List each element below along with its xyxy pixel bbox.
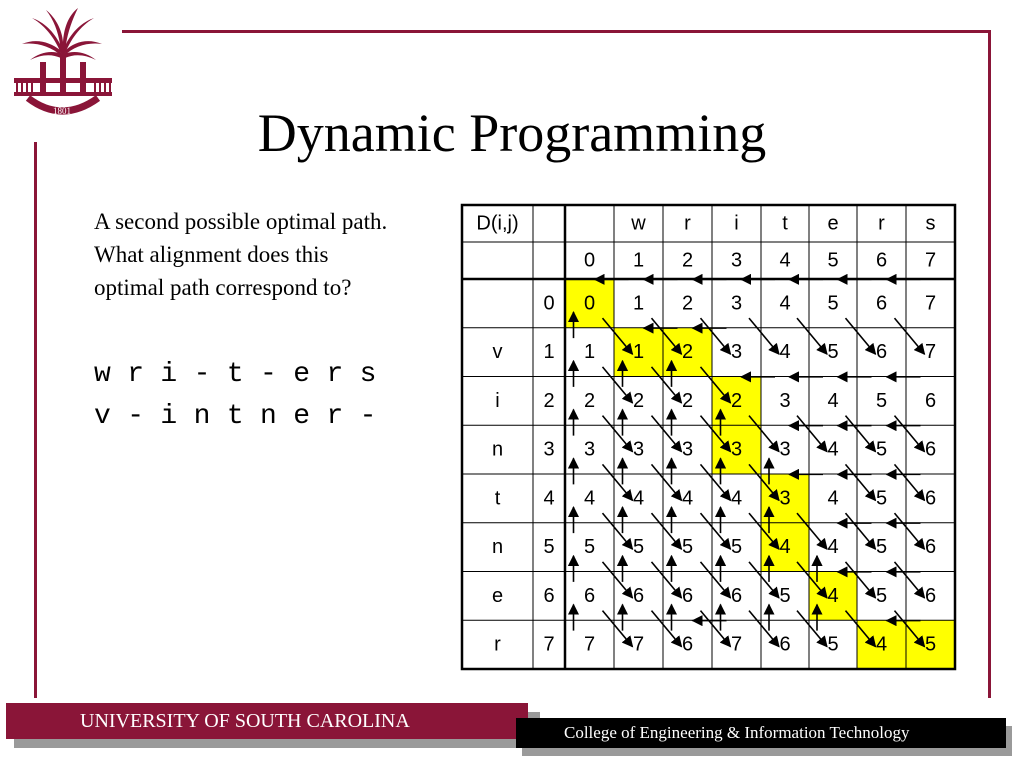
backtrace-arrow xyxy=(749,318,779,354)
backtrace-arrow xyxy=(895,513,925,549)
column-letter: r xyxy=(684,212,691,235)
footer-college-name: College of Engineering & Information Technology xyxy=(516,718,1006,748)
dp-cell-value: 5 xyxy=(924,633,937,656)
question-line-1: A second possible optimal path. xyxy=(94,209,388,234)
backtrace-arrow xyxy=(895,416,925,452)
column-index: 4 xyxy=(779,249,791,272)
column-index: 0 xyxy=(583,249,596,272)
row-letter: t xyxy=(494,487,501,510)
row-index: 0 xyxy=(543,292,555,315)
row-index: 1 xyxy=(543,341,555,364)
dp-cell-value: 3 xyxy=(730,292,743,315)
dp-cell-value: 3 xyxy=(730,341,743,364)
dp-cell-value: 1 xyxy=(583,341,596,364)
dp-cell-value: 5 xyxy=(875,584,888,607)
dp-cell-value: 2 xyxy=(681,341,694,364)
backtrace-arrow xyxy=(846,464,876,500)
backtrace-arrow xyxy=(846,416,876,452)
dp-cell-value: 6 xyxy=(681,584,694,607)
dp-cell-value: 3 xyxy=(730,438,743,461)
dp-cell-value: 5 xyxy=(827,292,839,315)
backtrace-arrow xyxy=(701,562,731,598)
dp-cell-value: 4 xyxy=(827,389,839,412)
row-index: 3 xyxy=(543,438,555,461)
dp-cell-value: 7 xyxy=(924,341,937,364)
dp-cell-value: 3 xyxy=(779,389,791,412)
column-index: 5 xyxy=(827,249,839,272)
dp-cell-value: 7 xyxy=(924,292,937,315)
dp-cell-value: 6 xyxy=(875,341,888,364)
column-index: 6 xyxy=(875,249,888,272)
dp-cell-value: 0 xyxy=(583,292,596,315)
dp-cell-value: 6 xyxy=(924,584,937,607)
dp-cell-value: 4 xyxy=(875,633,888,656)
slide-title: Dynamic Programming xyxy=(257,103,767,163)
alignment-bottom-row: v - i n t n e r - xyxy=(94,401,377,432)
row-letter: i xyxy=(495,389,500,412)
dp-cell-value: 2 xyxy=(681,389,694,412)
dp-cell-value: 6 xyxy=(681,633,694,656)
dp-cell-value: 7 xyxy=(583,633,596,656)
dp-cell-value: 5 xyxy=(875,536,888,559)
backtrace-arrow xyxy=(797,318,827,354)
dp-cell-value: 5 xyxy=(779,584,791,607)
row-index: 7 xyxy=(543,633,555,656)
backtrace-arrow xyxy=(603,416,633,452)
dp-cell-value: 5 xyxy=(875,438,888,461)
dp-cell-value: 5 xyxy=(681,536,694,559)
dp-cell-value: 6 xyxy=(924,389,937,412)
column-letter: w xyxy=(631,212,646,235)
dp-cell-value: 4 xyxy=(779,292,791,315)
dp-cell-value: 4 xyxy=(730,487,743,510)
dp-cell-value: 3 xyxy=(681,438,694,461)
dp-cell-value: 6 xyxy=(924,438,937,461)
footer-university-name: UNIVERSITY OF SOUTH CAROLINA xyxy=(6,703,528,739)
column-letter: t xyxy=(782,212,788,235)
dp-cell-value: 1 xyxy=(632,292,645,315)
row-index: 4 xyxy=(543,487,555,510)
logo-year: 1801 xyxy=(53,106,71,116)
dp-cell-value: 1 xyxy=(632,341,645,364)
backtrace-arrow xyxy=(603,611,633,647)
dp-cell-value: 4 xyxy=(779,536,791,559)
column-letter: r xyxy=(878,212,885,235)
backtrace-arrow xyxy=(846,513,876,549)
dp-cell-value: 4 xyxy=(583,487,596,510)
dp-cell-value: 6 xyxy=(875,292,888,315)
dp-cell-value: 4 xyxy=(827,487,839,510)
backtrace-arrow xyxy=(652,416,682,452)
dp-cell-value: 4 xyxy=(779,341,791,364)
dp-cell-value: 5 xyxy=(827,341,839,364)
dp-cell-value: 5 xyxy=(730,536,743,559)
column-index: 3 xyxy=(730,249,743,272)
dp-cell-value: 5 xyxy=(827,633,839,656)
row-index: 2 xyxy=(543,389,555,412)
dp-cell-value: 3 xyxy=(632,438,645,461)
row-letter: v xyxy=(492,341,503,364)
column-letter: i xyxy=(734,212,739,235)
backtrace-arrow xyxy=(603,464,633,500)
dp-cell-value: 7 xyxy=(730,633,743,656)
backtrace-arrow xyxy=(652,562,682,598)
dp-cell-value: 4 xyxy=(827,438,839,461)
column-letter: e xyxy=(827,212,839,235)
backtrace-arrow xyxy=(895,464,925,500)
dp-cell-value: 6 xyxy=(583,584,596,607)
dp-cell-value: 5 xyxy=(875,487,888,510)
dp-cell-value: 2 xyxy=(681,292,694,315)
column-index: 7 xyxy=(924,249,937,272)
dp-cell-value: 6 xyxy=(924,536,937,559)
dp-cell-value: 6 xyxy=(730,584,743,607)
question-line-3: optimal path correspond to? xyxy=(94,275,352,300)
row-index: 5 xyxy=(543,536,555,559)
row-letter: n xyxy=(491,536,504,559)
row-index: 6 xyxy=(543,584,555,607)
dp-cell-value: 4 xyxy=(632,487,645,510)
dp-cell-value: 6 xyxy=(924,487,937,510)
backtrace-arrow xyxy=(701,611,731,647)
dp-cell-value: 5 xyxy=(583,536,596,559)
column-index: 2 xyxy=(681,249,694,272)
dp-cell-value: 4 xyxy=(827,536,839,559)
dp-cell-value: 2 xyxy=(730,389,743,412)
dp-cell-value: 2 xyxy=(583,389,596,412)
question-line-2: What alignment does this xyxy=(94,242,329,267)
dp-cell-value: 3 xyxy=(779,487,791,510)
dp-cell-value: 7 xyxy=(632,633,645,656)
dp-cell-value: 6 xyxy=(632,584,645,607)
column-letter: s xyxy=(925,212,936,235)
backtrace-arrow xyxy=(846,318,876,354)
table-corner-label: D(i,j) xyxy=(476,212,519,235)
backtrace-arrow xyxy=(701,513,731,549)
backtrace-arrow xyxy=(652,513,682,549)
dp-cell-value: 4 xyxy=(681,487,694,510)
dp-cell-value: 5 xyxy=(875,389,888,412)
row-letter: e xyxy=(491,584,504,607)
alignment-top-row: w r i - t - e r s xyxy=(94,359,377,390)
backtrace-arrow xyxy=(895,318,925,354)
dp-cell-value: 3 xyxy=(779,438,791,461)
backtrace-arrow xyxy=(652,464,682,500)
dp-cell-value: 2 xyxy=(632,389,645,412)
row-letter: r xyxy=(494,633,501,656)
backtrace-arrow xyxy=(895,562,925,598)
dp-cell-value: 3 xyxy=(583,438,596,461)
column-index: 1 xyxy=(632,249,645,272)
backtrace-arrow xyxy=(603,562,633,598)
backtrace-arrow xyxy=(797,416,827,452)
dp-cell-value: 4 xyxy=(827,584,839,607)
row-letter: n xyxy=(491,438,504,461)
backtrace-arrow xyxy=(652,611,682,647)
backtrace-arrow xyxy=(603,513,633,549)
dp-cell-value: 6 xyxy=(779,633,791,656)
dp-cell-value: 5 xyxy=(632,536,645,559)
backtrace-arrow xyxy=(749,611,779,647)
